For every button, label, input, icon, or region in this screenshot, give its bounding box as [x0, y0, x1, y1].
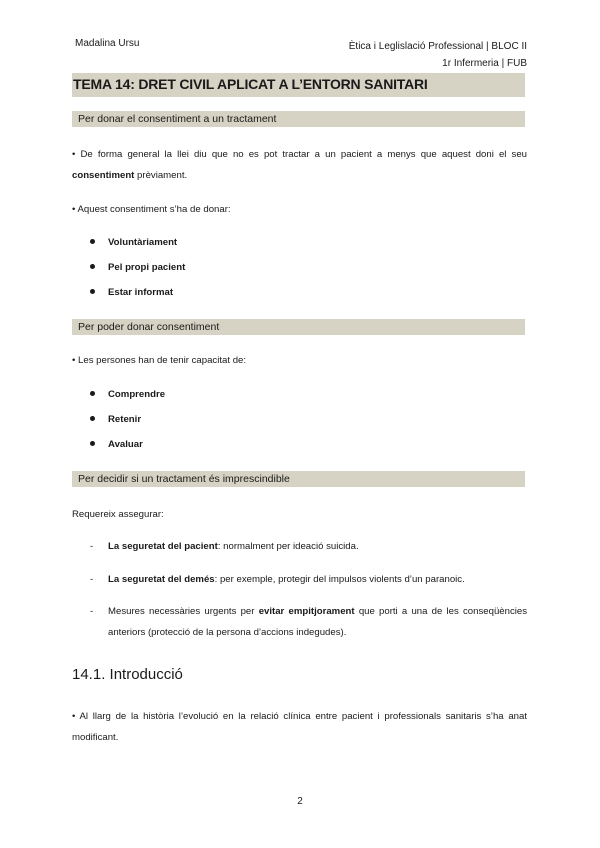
bullet-icon: [90, 416, 95, 421]
header-course: [349, 38, 527, 72]
paragraph-text: • De forma general la llei diu que no es pot tractar a un pacient a menys que aquest doni el seu: [72, 149, 527, 160]
page-title: TEMA 14: DRET CIVIL APLICAT A L’ENTORN SANITARI: [73, 76, 428, 92]
section-heading-essential: Per decidir si un tractament és imprescindible: [72, 471, 525, 487]
list-item: Voluntàriament: [90, 237, 177, 248]
dash-marker: -: [90, 541, 94, 552]
header-author: Madalina Ursu: [75, 38, 140, 49]
bullet-icon: [90, 239, 95, 244]
bullet-icon: [90, 441, 95, 446]
bold-term-consent: consentiment: [72, 170, 135, 181]
list-item: - La seguretat del demés: per exemple, protegir del impulsos violents d’un paranoic.: [90, 569, 527, 590]
list-item: Pel propi pacient: [90, 262, 185, 273]
list-item: - La seguretat del pacient: normalment per ideació suicida.: [90, 536, 527, 557]
list-item: - Mesures necessàries urgents per evitar empitjorament que porti a una de les conseqüències anteriors (protecció de la persona d’accions indegudes).: [90, 601, 527, 643]
bullet-icon: [90, 391, 95, 396]
page-number: 2: [297, 796, 303, 807]
paragraph-introduction: • Al llarg de la història l’evolució en la relació clínica entre pacient i professionals sanitaris s’ha anat modificant.: [72, 711, 527, 743]
header-course-line2: 1r Infermeria | FUB: [442, 58, 527, 69]
header-course-line1: Ètica i Leglislació Professional | BLOC II: [348, 41, 527, 52]
bullet-icon: [90, 289, 95, 294]
paragraph-capacity: • Les persones han de tenir capacitat de:: [72, 355, 247, 366]
list-item: Comprendre: [90, 389, 165, 400]
dash-marker: -: [90, 606, 94, 617]
paragraph-consent-given: • Aquest consentiment s’ha de donar:: [72, 204, 231, 215]
paragraph-text-end: prèviament.: [134, 170, 188, 181]
list-item: Estar informat: [90, 287, 173, 298]
paragraph-consent-general: [72, 144, 527, 186]
section-heading-capacity: Per poder donar consentiment: [72, 319, 525, 335]
list-item: Retenir: [90, 414, 141, 425]
bullet-icon: [90, 264, 95, 269]
dash-marker: -: [90, 574, 94, 585]
list-item: Avaluar: [90, 439, 143, 450]
section-heading-consent: Per donar el consentiment a un tractament: [72, 111, 525, 127]
subheading-introduction: 14.1. Introducció: [72, 666, 183, 683]
paragraph-requires: Requereix assegurar:: [72, 509, 164, 520]
